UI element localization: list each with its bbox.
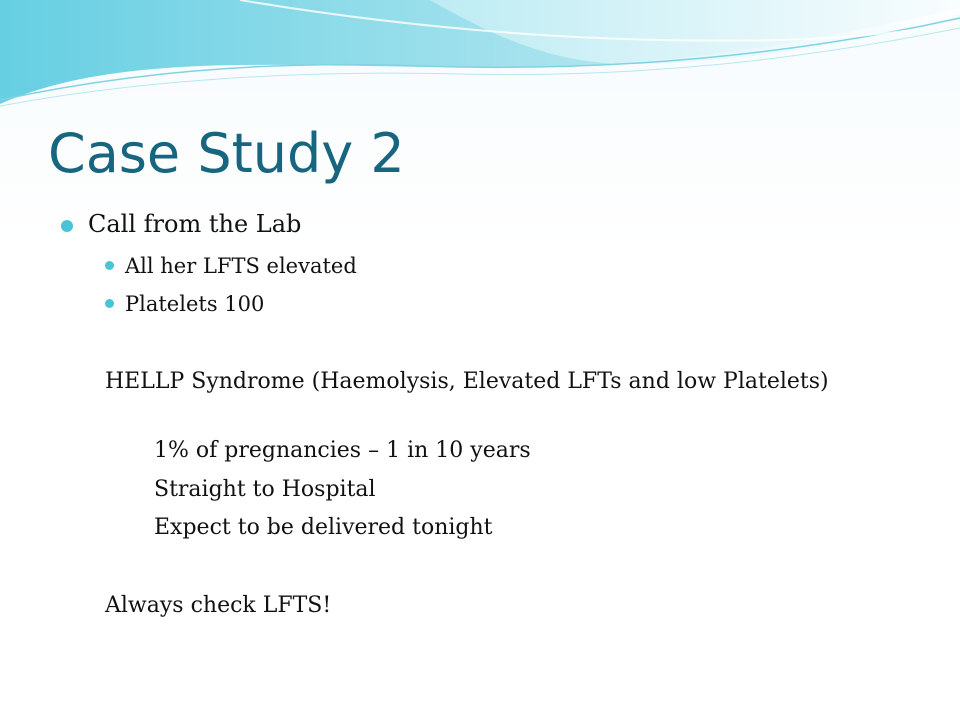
sub-bullet-lfts: All her LFTS elevated bbox=[125, 254, 357, 278]
hellp-paragraph: HELLP Syndrome (Haemolysis, Elevated LFTs and low Platelets) bbox=[105, 369, 829, 394]
header-wave-decoration bbox=[0, 0, 960, 120]
slide-title: Case Study 2 bbox=[48, 122, 405, 185]
bullet-call-from-lab: Call from the Lab bbox=[88, 210, 302, 238]
indented-line-delivered: Expect to be delivered tonight bbox=[154, 515, 493, 540]
bullet-dot-icon bbox=[61, 220, 73, 232]
sub-bullet-platelets: Platelets 100 bbox=[125, 292, 265, 316]
bullet-dot-icon bbox=[105, 261, 114, 270]
indented-line-hospital: Straight to Hospital bbox=[154, 477, 376, 502]
indented-line-pregnancies: 1% of pregnancies – 1 in 10 years bbox=[154, 438, 531, 463]
closing-note: Always check LFTS! bbox=[105, 593, 332, 618]
bullet-dot-icon bbox=[105, 299, 114, 308]
